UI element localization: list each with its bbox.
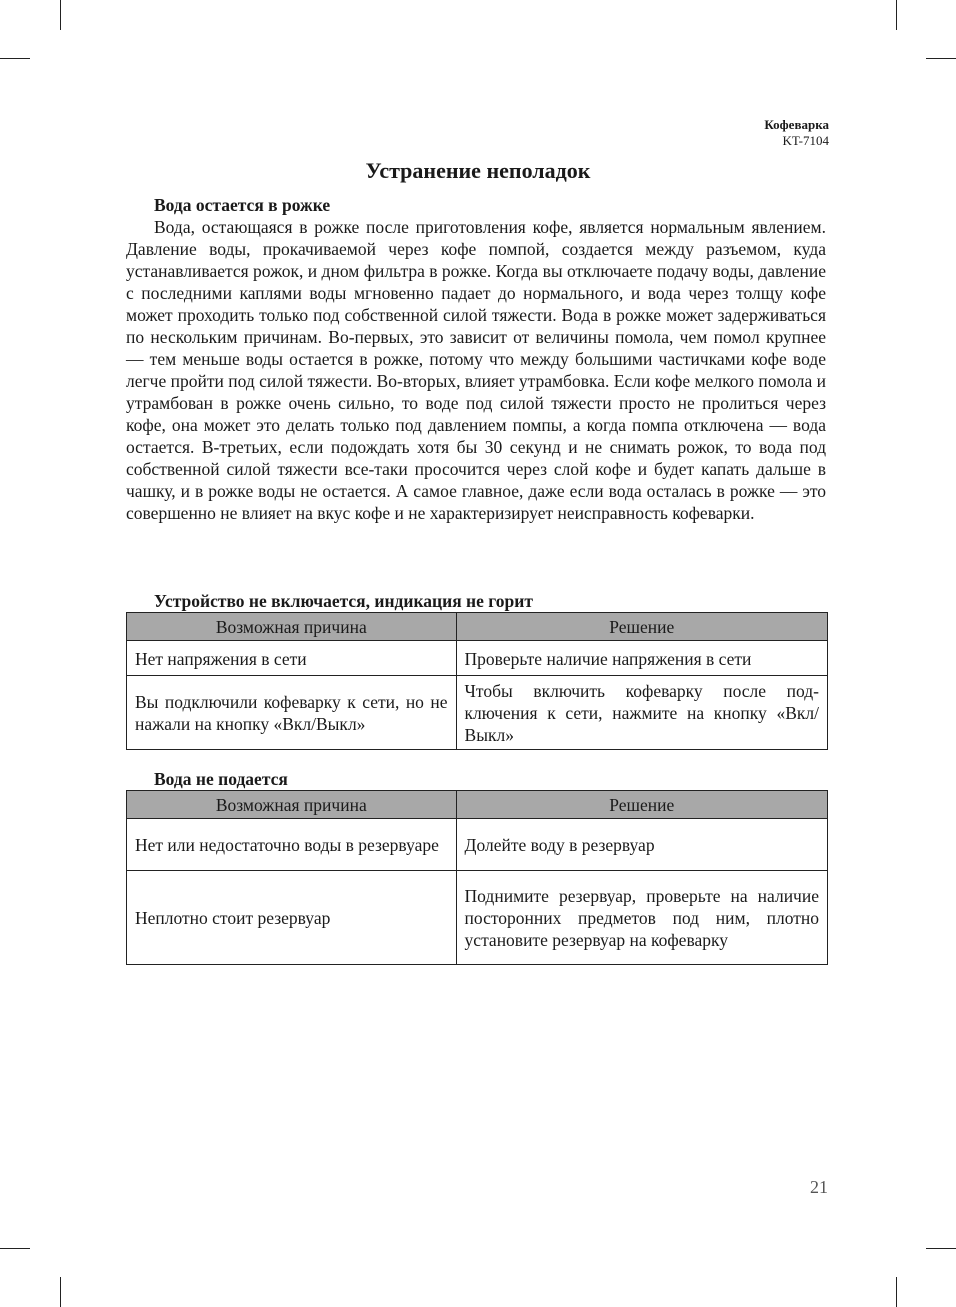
cause-cell: Нет или недостаточно воды в резервуаре	[127, 819, 457, 871]
crop-mark	[0, 1248, 30, 1249]
section-water-in-holder	[126, 194, 826, 524]
column-header-solution: Решение	[456, 613, 827, 641]
troubleshooting-table	[126, 612, 828, 750]
troubleshooting-table	[126, 790, 828, 965]
table-header-row	[127, 613, 828, 641]
cause-cell: Неплотно стоит резервуар	[127, 871, 457, 965]
solution-cell: Проверьте наличие напряжения в сети	[456, 641, 827, 676]
section-heading: Вода остается в рожке	[154, 195, 331, 215]
column-header-solution: Решение	[456, 791, 827, 819]
running-header	[764, 117, 829, 149]
crop-mark	[926, 1248, 956, 1249]
section-device-not-on	[126, 590, 826, 750]
section-body: Вода, остающаяся в рожке после приготовления кофе, является нормальным явлением. Давление воды, прокачиваемой через кофе помпой, создается между разъемом, куда устанавливается рожок, и дном фильтра в рожке. Когда вы отключаете подачу воды, давление с последними каплями воды мгновенно падает до нормального, и вода через толщу кофе может проходить только под собственной силой тяжести. Вода в рожке может задерживаться по нескольким причинам. Во-первых, это зависит от величины помола, чем помол крупнее — тем меньше воды остается в рожке, потому что между большими частичками кофе воде легче пройти под силой тяжести. Во-вторых, влияет утрамбовка. Если кофе мелкого помола и утрамбован в рожке очень сильно, то воде под силой тяжести просто не пролиться через кофе, она может это делать только под давлением помпы, а когда помпа отключена — вода остается. В-третьих, если подождать хотя бы 30 секунд и не снимать рожок, то вода под собственной силой тяжести все-таки просочится через слой кофе и будет капать дальше в чашку, и в рожке воды не остается. А самое главное, даже если вода осталась в рожке — это совершенно не влияет на вкус кофе и не характеризирует неисправность кофеварки.	[126, 217, 826, 523]
solution-cell: Поднимите резервуар, проверьте на наличие посторонних предметов под ним, плотно установите резервуар на кофеварку	[456, 871, 827, 965]
page-number: 21	[810, 1177, 828, 1197]
table-header-row	[127, 791, 828, 819]
table-row	[127, 819, 828, 871]
crop-mark	[60, 0, 61, 30]
crop-mark	[926, 58, 956, 59]
solution-cell: Чтобы включить кофеварку после подключения к сети, нажмите на кнопку «Вкл/Выкл»	[456, 676, 827, 750]
crop-mark	[60, 1277, 61, 1307]
solution-cell: Долейте воду в резервуар	[456, 819, 827, 871]
header-model: KT-7104	[782, 133, 829, 148]
cause-cell: Вы подключили кофеварку к сети, но не нажали на кнопку «Вкл/Выкл»	[127, 676, 457, 750]
crop-mark	[0, 58, 30, 59]
crop-mark	[896, 0, 897, 30]
section-heading: Вода не подается	[154, 769, 288, 789]
table-row	[127, 641, 828, 676]
crop-mark	[896, 1277, 897, 1307]
table-row	[127, 871, 828, 965]
table-row	[127, 676, 828, 750]
column-header-cause: Возможная причина	[127, 613, 457, 641]
cause-cell: Нет напряжения в сети	[127, 641, 457, 676]
page-title: Устранение неполадок	[365, 158, 591, 183]
column-header-cause: Возможная причина	[127, 791, 457, 819]
header-brand: Кофеварка	[764, 117, 829, 132]
section-heading: Устройство не включается, индикация не горит	[154, 591, 533, 611]
section-no-water	[126, 768, 826, 965]
